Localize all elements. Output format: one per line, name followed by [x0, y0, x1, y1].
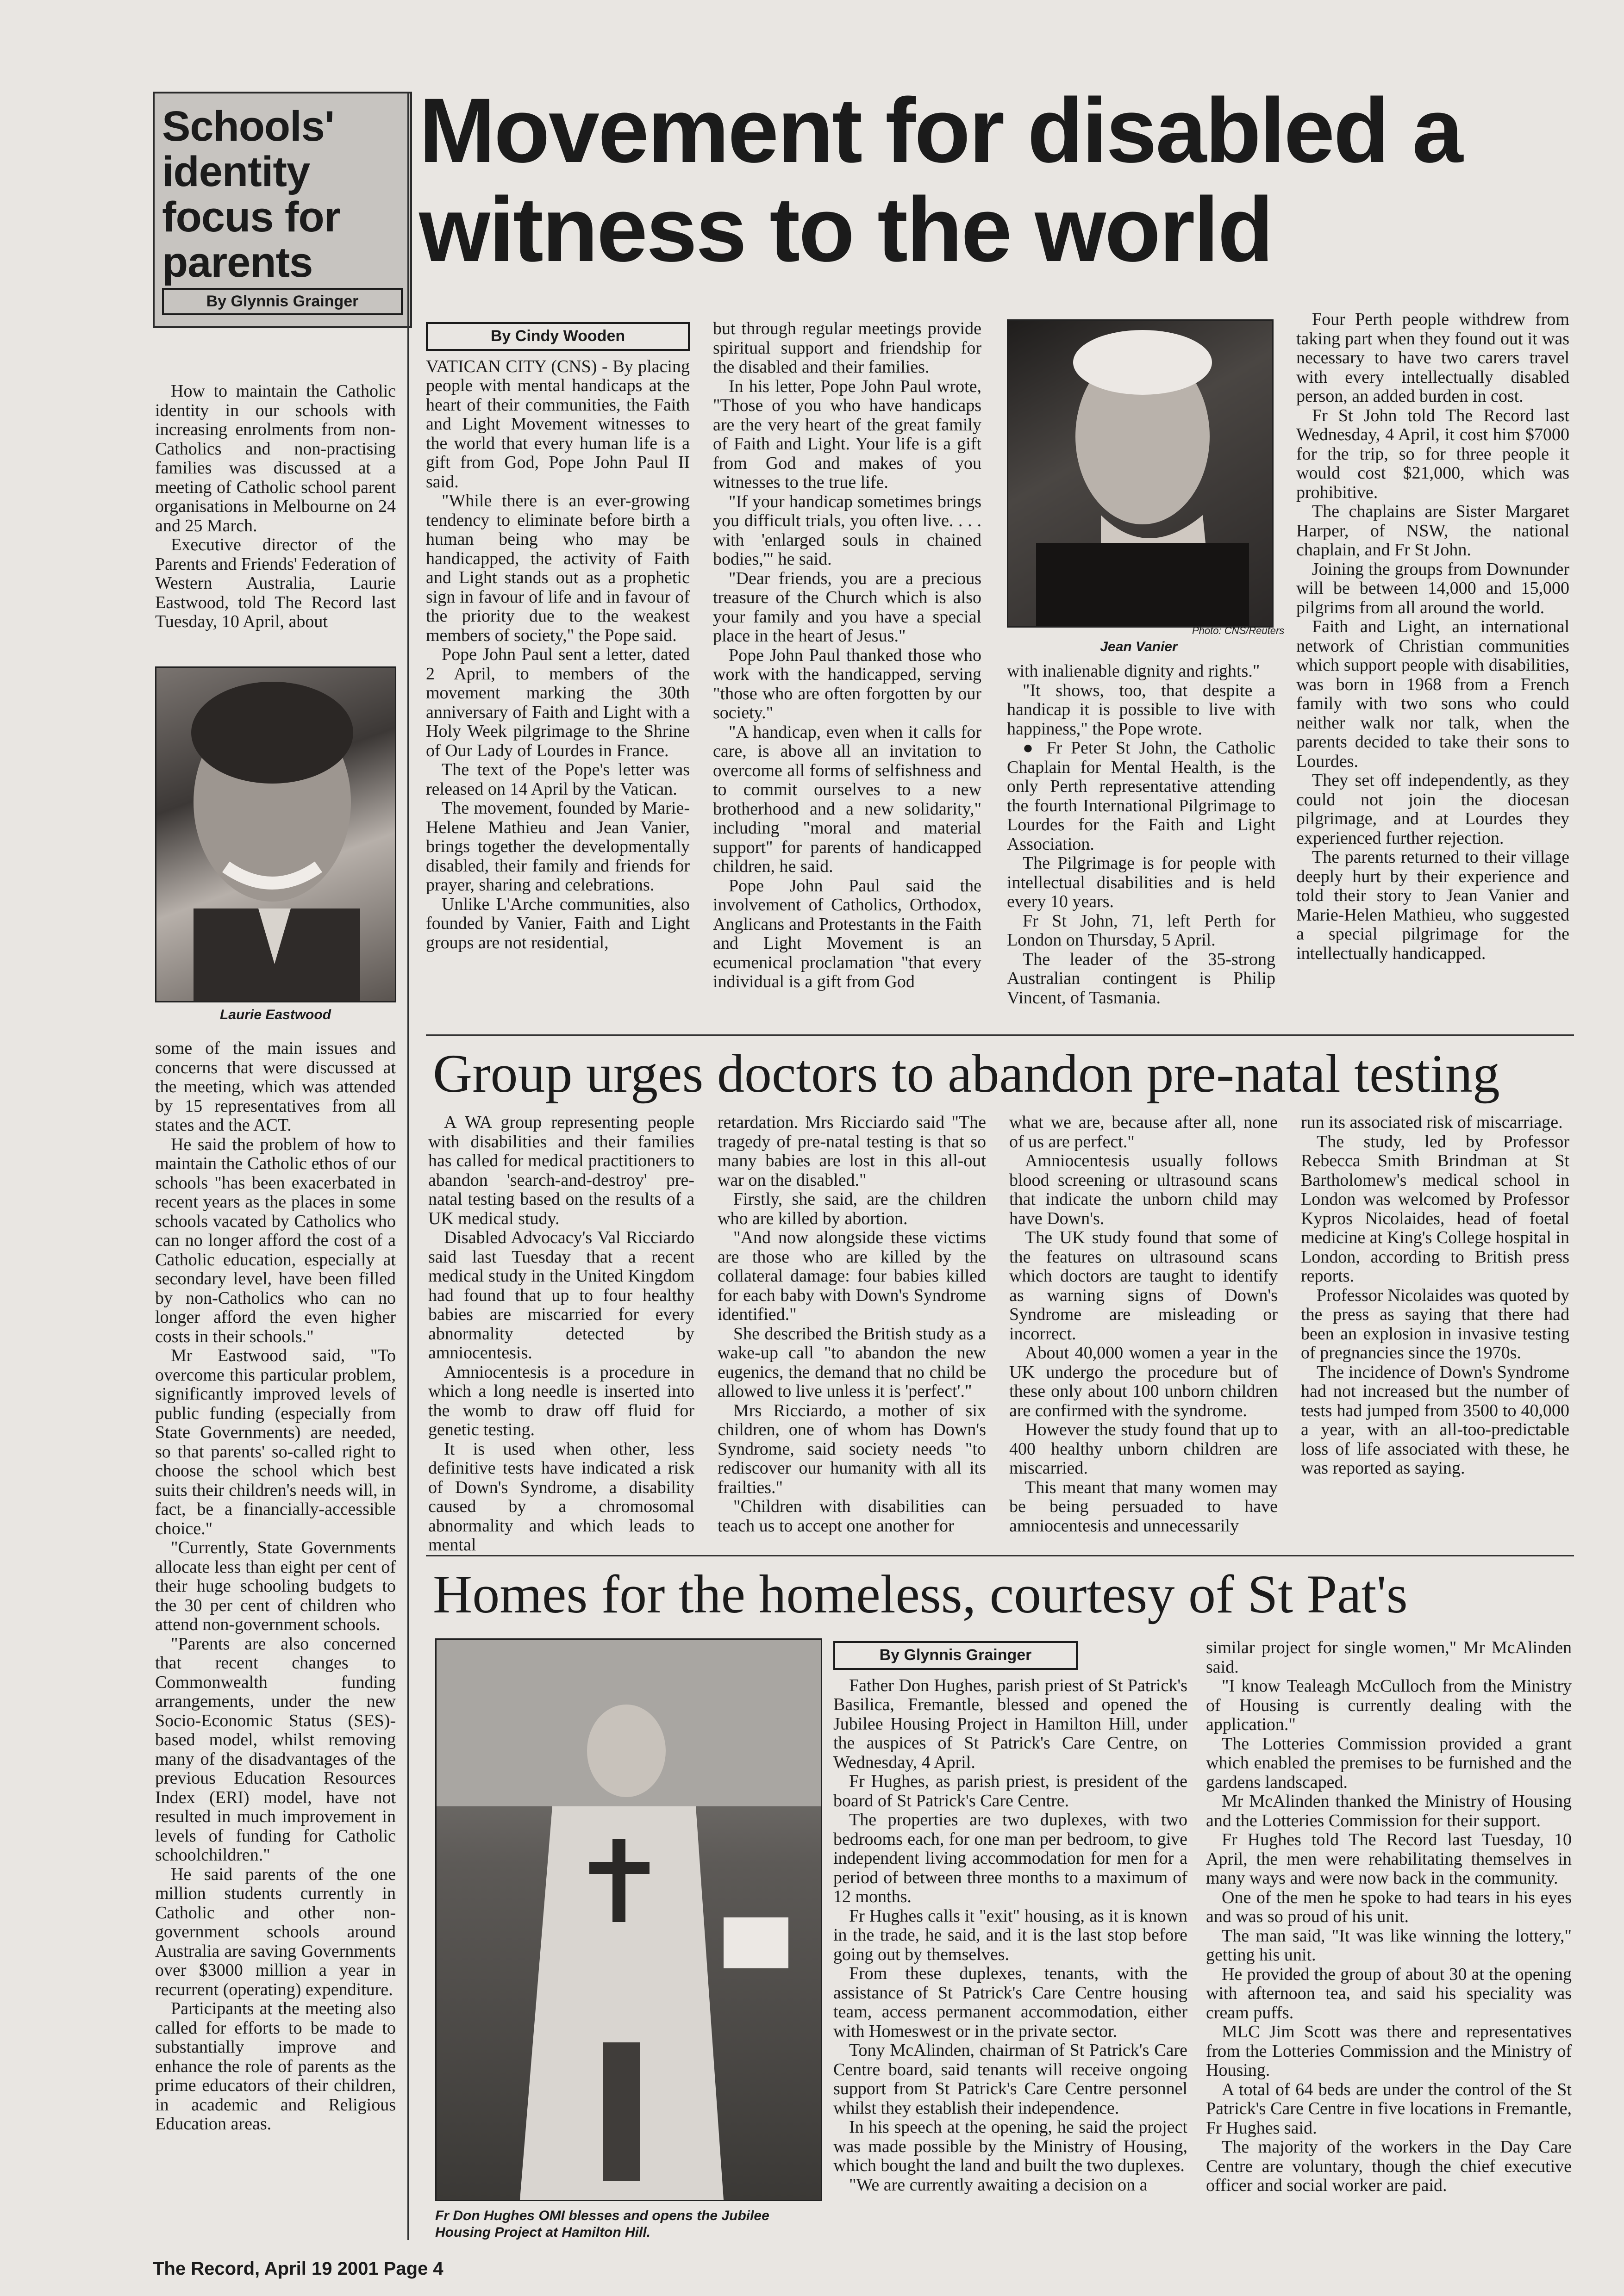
- story1-paragraph: "A handicap, even when it calls for care, is above all an invitation to overcome all forms of selfishness and to commit ourselves to a new brotherhood and a new solidarity," including "moral and material support" for parents of handicapped children, he said.: [713, 722, 981, 876]
- story1-headline: Movement for disabled a witness to the world: [419, 79, 1462, 280]
- story1-col3: [1007, 662, 1275, 1008]
- story1-col1: [426, 319, 690, 952]
- story3-paragraph: MLC Jim Scott was there and representatives from the Lotteries Commission and the Ministry of Housing.: [1206, 2022, 1572, 2080]
- story1-paragraph: The movement, founded by Marie-Helene Mathieu and Jean Vanier, brings together the developmentally disabled, their family and friends for prayer, sharing and celebrations.: [426, 798, 690, 895]
- story2-paragraph: Mrs Ricciardo, a mother of six children, one of whom has Down's Syndrome, said society needs "to rediscover our humanity with all its frailties.": [718, 1400, 986, 1497]
- story1-paragraph: Fr St John told The Record last Wednesday, 4 April, it cost him $7000 for the trip, so for three people it would cost $21,000, which was prohibitive.: [1296, 405, 1569, 502]
- story1-paragraph: "Dear friends, you are a precious treasure of the Church which is also your family and you have a special place in the heart of Jesus.": [713, 568, 981, 646]
- kicker-paragraph: How to maintain the Catholic identity in our schools with increasing enrolments from non-Catholics and non-practising families was discussed at a meeting of Catholic school parent organisations in Melbourne on 24 and 25 March.: [155, 381, 396, 535]
- story1-paragraph: VATICAN CITY (CNS) - By placing people with mental handicaps at the heart of their communities, the Faith and Light Movement witnesses to the world that every human life is a gift from God, Pope John Paul II said.: [426, 356, 690, 492]
- jean-vanier-photo: [1007, 319, 1274, 628]
- story2-paragraph: About 40,000 women a year in the UK undergo the procedure but of these only about 100 unborn children are confirmed with the syndrome.: [1009, 1343, 1278, 1420]
- story2-paragraph: Professor Nicolaides was quoted by the press as saying that there had been an explosion in invasive testing of pregnancies since the 1970s.: [1301, 1285, 1569, 1363]
- story3-paragraph: Mr McAlinden thanked the Ministry of Housing and the Lotteries Commission for their support.: [1206, 1792, 1572, 1830]
- jubilee-photo-caption: Fr Don Hughes OMI blesses and opens the Jubilee Housing Project at Hamilton Hill.: [435, 2208, 769, 2240]
- story2-paragraph: run its associated risk of miscarriage.: [1301, 1113, 1563, 1132]
- story3-paragraph: The man said, "It was like winning the lottery," getting his unit.: [1206, 1926, 1572, 1965]
- story1-col4: [1296, 310, 1569, 963]
- story2-paragraph: Amniocentesis usually follows blood screening or ultrasound scans that indicate the unborn child may have Down's.: [1009, 1151, 1278, 1228]
- story1-paragraph: "While there is an ever-growing tendency to eliminate before birth a human being who may be handicapped, the activity of Faith and Light stands out as a prophetic sign in favour of life and in favour of the priority due to the weakest members of society," the Pope said.: [426, 491, 690, 645]
- story1-paragraph: The Pilgrimage is for people with intellectual disabilities and is held every 10 years.: [1007, 853, 1275, 911]
- story3-paragraph: One of the men he spoke to had tears in his eyes and was so proud of his unit.: [1206, 1887, 1572, 1926]
- kicker-photo-caption: Laurie Eastwood: [219, 1007, 331, 1022]
- story3-paragraph: Fr Hughes, as parish priest, is president of the board of St Patrick's Care Centre.: [833, 1772, 1187, 1811]
- story2-col3: [1009, 1113, 1278, 1536]
- story3-paragraph: similar project for single women," Mr McAlinden said.: [1206, 1638, 1572, 1677]
- story1-paragraph: Faith and Light, an international network of Christian communities which support people with disabilities, was born in 1968 from a French family with two sons who could neither walk nor talk, when the parents decided to take their sons to Lourdes.: [1296, 617, 1569, 771]
- story2-paragraph: She described the British study as a wake-up call "to abandon the new eugenics, the demand that no child be allowed to live unless it is 'perfect'.": [718, 1324, 986, 1401]
- story3-headline: Homes for the homeless, courtesy of St Pat's: [433, 1564, 1408, 1624]
- story2-paragraph: what we are, because after all, none of us are perfect.": [1009, 1113, 1278, 1151]
- story2-paragraph: This meant that many women may be being persuaded to have amniocentesis and unnecessarily: [1009, 1477, 1278, 1536]
- kicker-paragraph: He said parents of the one million students currently in Catholic and other non-government schools around Australia are saving Governments over $3000 million a year in recurrent (operating) expenditure.: [155, 1864, 396, 1999]
- story3-paragraph: "We are currently awaiting a decision on a: [849, 2175, 1148, 2195]
- story1-paragraph: The chaplains are Sister Margaret Harper, of NSW, the national chaplain, and Fr St John.: [1296, 502, 1569, 560]
- story2-paragraph: Disabled Advocacy's Val Ricciardo said last Tuesday that a recent medical study in the United Kingdom had found that up to four healthy babies are miscarried for every abnormality detected by amniocentesis.: [428, 1228, 694, 1363]
- story2-paragraph: The UK study found that some of the features on ultrasound scans which doctors are taught to identify as warning signs of Down's Syndrome are misleading or incorrect.: [1009, 1228, 1278, 1344]
- story2-paragraph: "Children with disabilities can teach us to accept one another for: [718, 1497, 986, 1536]
- story3-paragraph: Fr Hughes calls it "exit" housing, as it is known in the trade, he said, and it is the last stop before going out by themselves.: [833, 1906, 1187, 1964]
- story3-col1: [833, 1638, 1187, 2195]
- story2-paragraph: "And now alongside these victims are those who are killed by the collateral damage: four babies killed for each baby with Down's Syndrome identified.": [718, 1228, 986, 1324]
- kicker-continued: [155, 1039, 396, 2134]
- story2-paragraph: The study, led by Professor Rebecca Smith Brindman at St Bartholomew's medical school in London was welcomed by Professor Kypros Nicolaides, head of foetal medicine at King's College hospital in London, according to British press reports.: [1301, 1132, 1569, 1286]
- portrait-illustration: [1008, 321, 1272, 626]
- story1-paragraph: with inalienable dignity and rights.": [1007, 661, 1260, 681]
- kicker-paragraph: Executive director of the Parents and Friends' Federation of Western Australia, Laurie Eastwood, told The Record last Tuesday, 10 April, about: [155, 535, 396, 631]
- story2-paragraph: The incidence of Down's Syndrome had not increased but the number of tests had jumped from 3500 to 40,000 a year, with an all-too-predictable loss of life associated with these, he was reported as saying.: [1301, 1362, 1569, 1478]
- story3-paragraph: From these duplexes, tenants, with the assistance of St Patrick's Care Centre housing team, access permanent accommodation, either with Homeswest or in the private sector.: [833, 1964, 1187, 2041]
- story2-headline: Group urges doctors to abandon pre-natal testing: [433, 1043, 1500, 1104]
- story3-paragraph: "I know Tealeagh McCulloch from the Ministry of Housing is currently dealing with the application.": [1206, 1676, 1572, 1734]
- story2-col4: [1301, 1113, 1569, 1478]
- story3-paragraph: Father Don Hughes, parish priest of St Patrick's Basilica, Fremantle, blessed and opened the Jubilee Housing Project in Hamilton Hill, under the auspices of St Patrick's Care Centre, on Wednesday, 4 April.: [833, 1675, 1187, 1772]
- story3-paragraph: Fr Hughes told The Record last Tuesday, 10 April, the men were rehabilitating themselves in many ways and were now back in the community.: [1206, 1830, 1572, 1888]
- story1-paragraph: Pope John Paul sent a letter, dated 2 April, to members of the movement marking the 30th anniversary of Faith and Light with a Holy Week pilgrimage to the Shrine of Our Lady of Lourdes in France.: [426, 645, 690, 760]
- story3-paragraph: A total of 64 beds are under the control of the St Patrick's Care Centre in five locations in Fremantle, Fr Hughes said.: [1206, 2079, 1572, 2138]
- story2-paragraph: It is used when other, less definitive tests have indicated a risk of Down's Syndrome, a disability caused by a chromosomal abnormality and which leads to mental: [428, 1439, 694, 1555]
- jean-vanier-photo-credit: Photo: CNS/Reuters: [1192, 625, 1285, 636]
- column-divider: [407, 93, 409, 2240]
- kicker-title: Schools' identity focus for parents: [162, 103, 340, 286]
- story1-paragraph: Fr St John, 71, left Perth for London on Thursday, 5 April.: [1007, 911, 1275, 950]
- story2-paragraph: Firstly, she said, are the children who are killed by abortion.: [718, 1189, 986, 1228]
- kicker-byline: By Glynnis Grainger: [162, 288, 403, 315]
- portrait-illustration: [156, 668, 395, 1001]
- story1-paragraph: The parents returned to their village deeply hurt by their experience and told their story to Jean Vanier and Marie-Helen Mathieu, who suggested a special pilgrimage for the intellectually handicapped.: [1296, 847, 1569, 963]
- story3-col2: [1206, 1638, 1572, 2196]
- story1-byline: By Cindy Wooden: [426, 322, 690, 351]
- section-divider: [426, 1555, 1574, 1556]
- story1-paragraph: The text of the Pope's letter was released on 14 April by the Vatican.: [426, 760, 690, 799]
- kicker-paragraph: some of the main issues and concerns that were discussed at the meeting, which was attended by 15 representatives from all states and the ACT.: [155, 1039, 396, 1135]
- page-footer: The Record, April 19 2001 Page 4: [153, 2259, 443, 2279]
- story1-paragraph: "It shows, too, that despite a handicap it is possible to live with happiness," the Pope wrote.: [1007, 680, 1275, 739]
- kicker-intro: [155, 382, 396, 632]
- kicker-paragraph: "Parents are also concerned that recent changes to Commonwealth funding arrangements, under the new Socio-Economic Status (SES)-based model, whilst removing many of the disadvantages of the previous Education Resources Index (ERI) model, have not resulted in much improvement in levels of funding for Catholic schoolchildren.": [155, 1634, 396, 1865]
- story3-paragraph: The properties are two duplexes, with two bedrooms each, for one man per bedroom, to give independent living accommodation for men for a period of between three months to a maximum of 12 months.: [833, 1810, 1187, 1906]
- kicker-paragraph: He said the problem of how to maintain the Catholic ethos of our schools "has been exacerbated in recent years as the places in some schools vacated by Catholics who can no longer afford the cost of a Catholic education, especially at secondary level, have been filled by non-Catholics who can no longer afford the even higher costs in their schools.": [155, 1134, 396, 1346]
- kicker-paragraph: Participants at the meeting also called for efforts to be made to substantially improve and enhance the role of parents as the prime educators of their children, in academic and Religious Education areas.: [155, 1999, 396, 2134]
- story1-paragraph: In his letter, Pope John Paul wrote, "Those of you who have handicaps are the very heart of the great family of Faith and Light. Your life is a gift from God and makes of you witnesses to the true life.: [713, 376, 981, 492]
- story1-paragraph: Four Perth people withdrew from taking part when they found out it was necessary to have two carers travel with every intellectually disabled person, an added burden in cost.: [1296, 310, 1569, 406]
- story1-paragraph: Pope John Paul said the involvement of Catholics, Orthodox, Anglicans and Protestants in the Faith and Light Movement is an ecumenical proclamation "that every individual is a gift from God: [713, 876, 981, 991]
- kicker-paragraph: "Currently, State Governments allocate less than eight per cent of their huge schooling budgets to the 30 per cent of children who attend non-government schools.: [155, 1538, 396, 1634]
- story2-paragraph: Amniocentesis is a procedure in which a long needle is inserted into the womb to draw off fluid for genetic testing.: [428, 1362, 694, 1439]
- story1-paragraph: They set off independently, as they could not join the diocesan pilgrimage, and at Lourdes they experienced further rejection.: [1296, 771, 1569, 848]
- kicker-box: [153, 92, 412, 328]
- story1-col2: [713, 319, 981, 992]
- story1-paragraph: Joining the groups from Downunder will be between 14,000 and 15,000 pilgrims from all around the world.: [1296, 559, 1569, 617]
- story1-paragraph: The leader of the 35-strong Australian contingent is Philip Vincent, of Tasmania.: [1007, 949, 1275, 1008]
- story1-paragraph: Pope John Paul thanked those who work with the handicapped, serving "those who are often forgotten by our society.": [713, 645, 981, 722]
- story3-byline: By Glynnis Grainger: [833, 1641, 1078, 1670]
- story1-paragraph: but through regular meetings provide spiritual support and friendship for the disabled and their families.: [713, 319, 981, 377]
- story2-paragraph: However the study found that up to 400 healthy unborn children are miscarried.: [1009, 1420, 1278, 1478]
- story3-paragraph: The Lotteries Commission provided a grant which enabled the premises to be furnished and the gardens landscaped.: [1206, 1734, 1572, 1792]
- kicker-paragraph: Mr Eastwood said, "To overcome this particular problem, significantly improved levels of public funding (especially from State Governments) are needed, so that parents' so-called right to choose the school which best suits their children's needs will, in fact, be a financially-accessible choice.": [155, 1346, 396, 1538]
- story1-paragraph: "If your handicap sometimes brings you difficult trials, you often live. . . . with 'enlarged souls in chained bodies,'" he said.: [713, 492, 981, 569]
- jubilee-housing-photo: [435, 1638, 822, 2201]
- jean-vanier-caption: Jean Vanier: [1100, 639, 1178, 654]
- story3-paragraph: Tony McAlinden, chairman of St Patrick's Care Centre board, said tenants will receive ongoing support from St Patrick's Care Centre personnel whilst they establish their independence.: [833, 2041, 1187, 2118]
- section-divider: [426, 1034, 1574, 1036]
- story2-col1: [428, 1113, 694, 1555]
- story2-col2: [718, 1113, 986, 1536]
- story1-paragraph: Unlike L'Arche communities, also founded by Vanier, Faith and Light groups are not residential,: [426, 894, 690, 952]
- blessing-illustration: [437, 1640, 821, 2200]
- story3-paragraph: The majority of the workers in the Day Care Centre are voluntary, though the chief executive officer and social worker are paid.: [1206, 2137, 1572, 2195]
- laurie-eastwood-photo: [155, 666, 396, 1002]
- story3-paragraph: In his speech at the opening, he said the project was made possible by the Ministry of Housing, which bought the land and built the two duplexes.: [833, 2117, 1187, 2175]
- story1-paragraph: ● Fr Peter St John, the Catholic Chaplain for Mental Health, is the only Perth representative attending the fourth International Pilgrimage to Lourdes for the Faith and Light Association.: [1007, 738, 1275, 854]
- story2-paragraph: retardation. Mrs Ricciardo said "The tragedy of pre-natal testing is that so many babies are lost in this all-out war on the disabled.": [718, 1113, 986, 1190]
- story3-paragraph: He provided the group of about 30 at the opening with afternoon tea, and said his speciality was cream puffs.: [1206, 1964, 1572, 2022]
- story2-paragraph: A WA group representing people with disabilities and their families has called for medical practitioners to abandon 'search-and-destroy' pre-natal testing based on the results of a UK medical study.: [428, 1113, 694, 1228]
